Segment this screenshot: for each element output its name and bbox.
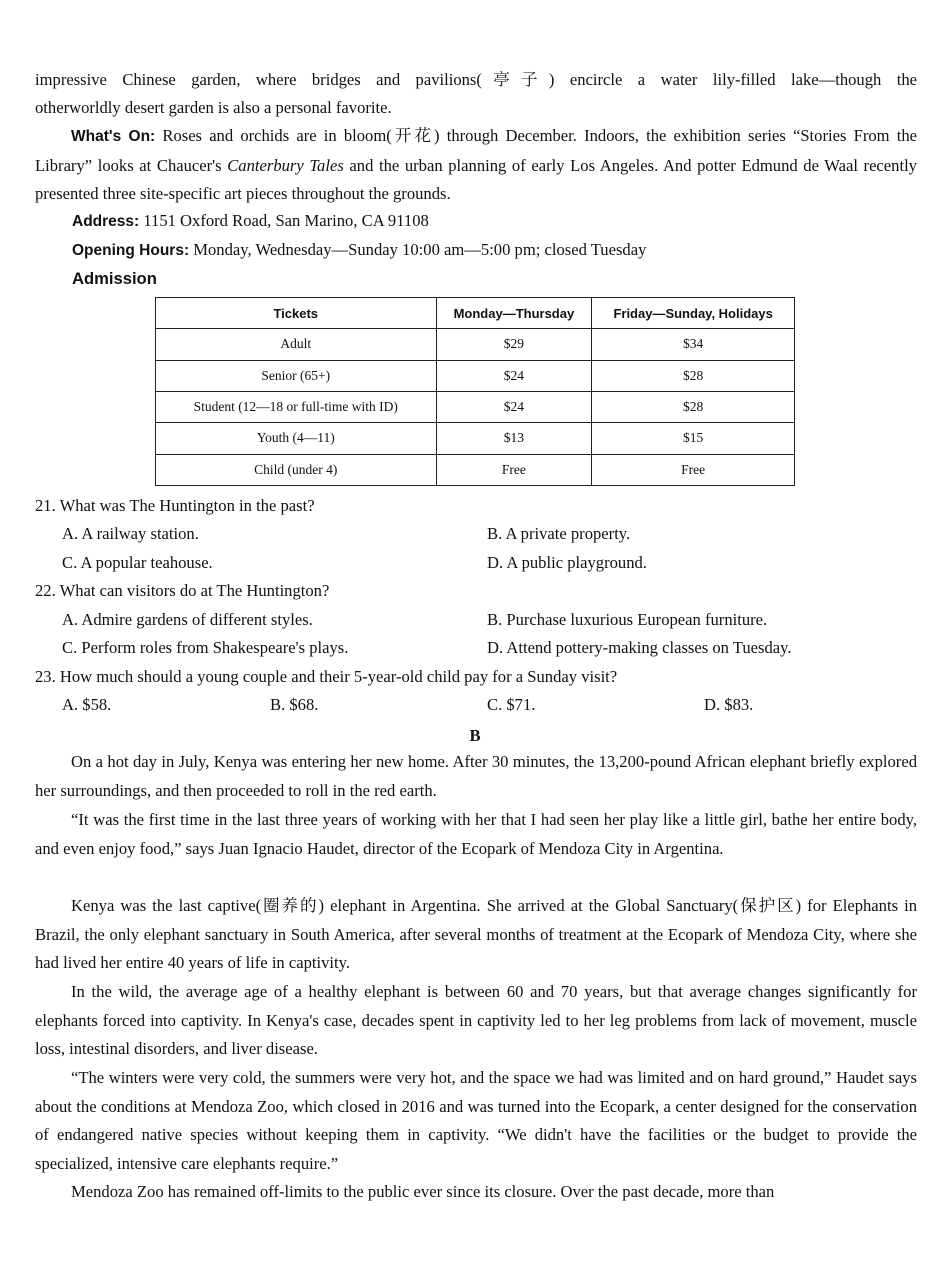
question-22-option-d: D. Attend pottery-making classes on Tuesday. [487,638,792,657]
question-21-option-a: A. A railway station. [62,524,199,543]
question-23-option-b: B. $68. [270,695,319,714]
question-23-option-a: A. $58. [62,695,112,714]
whats-on-text-a: Roses and orchids are in bloom(开花) through December. Indoors, the exhibition series “Stories From the Library” looks at Chaucer's [35,126,917,175]
opening-hours-line [72,236,646,266]
whats-on-text-b: and the urban planning of early Los Angeles. And potter Edmund de Waal recently presented three site-specific art pieces throughout the grounds. [35,155,917,203]
weekend-price: $15 [592,423,795,454]
table-row [156,391,795,422]
question-21-option-d: D. A public playground. [487,553,647,572]
question-23-option-c: C. $71. [487,695,536,714]
table-row [156,329,795,360]
weekend-price: $34 [592,329,795,360]
table-row [156,423,795,454]
table-row [156,360,795,391]
passage-b-paragraph-1: On a hot day in July, Kenya was entering her new home. After 30 minutes, the 13,200-pound African elephant briefly explored her surroundings, and then proceeded to roll in the red earth. [35,752,917,800]
opening-hours-label: Opening Hours: [72,242,190,259]
passage-b-paragraph-5: “The winters were very cold, the summers were very hot, and the space we had was limited and on hard ground,” Haudet says about the conditions at Mendoza Zoo, which closed in 2016 and was turned into the Ecopark, a center designed for the conservation of endangered native species without keeping them in captivity. “We didn't have the facilities or the budget to provide the specialized, intensive care elephants require.” [35,1068,917,1173]
question-21-option-b: B. A private property. [487,524,631,543]
ticket-type: Adult [156,329,437,360]
question-23-option-d: D. $83. [704,695,754,714]
intro-line-2: otherworldly desert garden is also a personal favorite. [35,98,392,117]
section-b-heading: B [469,726,481,745]
admission-table [155,297,795,486]
canterbury-tales-title: Canterbury Tales [227,155,344,175]
whats-on-paragraph [35,122,917,209]
opening-hours-value: Monday, Wednesday—Sunday 10:00 am—5:00 pm; closed Tuesday [189,240,647,259]
ticket-type: Child (under 4) [156,454,437,485]
weekday-price: $24 [436,360,592,391]
question-22-option-a: A. Admire gardens of different styles. [62,610,313,629]
question-23-stem: 23. How much should a young couple and their 5-year-old child pay for a Sunday visit? [35,667,618,686]
address-line [72,207,429,237]
weekend-price: Free [592,454,795,485]
ticket-type: Senior (65+) [156,360,437,391]
ticket-type: Youth (4—11) [156,423,437,454]
question-22-stem: 22. What can visitors do at The Huntington? [35,581,330,600]
whats-on-label: What's On: [71,128,156,145]
header-friday-sunday-holidays: Friday—Sunday, Holidays [592,298,795,329]
header-monday-thursday: Monday—Thursday [436,298,592,329]
passage-b-paragraph-3: Kenya was the last captive(圈养的) elephant in Argentina. She arrived at the Global Sanctuary(保护区) for Elephants in Brazil, the only elephant sanctuary in South America, after several months of treatment at the Ecopark of Mendoza City, where she had lived her entire 40 years of life in captivity. [35,896,917,972]
weekday-price: $24 [436,391,592,422]
header-tickets: Tickets [156,298,437,329]
weekend-price: $28 [592,360,795,391]
intro-line-1: impressive Chinese garden, where bridges and pavilions(亭子) encircle a water lily-filled lake—though the [35,70,917,89]
weekend-price: $28 [592,391,795,422]
question-21-stem: 21. What was The Huntington in the past? [35,496,315,515]
address-label: Address: [72,213,140,230]
ticket-type: Student (12—18 or full-time with ID) [156,391,437,422]
admission-heading: Admission [72,269,157,288]
passage-b-paragraph-2: “It was the first time in the last three years of working with her that I had seen her play like a little girl, bathe her entire body, and even enjoy food,” says Juan Ignacio Haudet, director of the Ecopark of Mendoza City in Argentina. [35,810,917,858]
weekday-price: Free [436,454,592,485]
table-header-row [156,298,795,329]
table-row [156,454,795,485]
passage-b-paragraph-4: In the wild, the average age of a healthy elephant is between 60 and 70 years, but that average changes significantly for elephants forced into captivity. In Kenya's case, decades spent in captivity led to her leg problems from lack of movement, muscle loss, intestinal disorders, and liver disease. [35,982,917,1058]
question-21-option-c: C. A popular teahouse. [62,553,213,572]
weekday-price: $29 [436,329,592,360]
question-22-option-c: C. Perform roles from Shakespeare's plays. [62,638,349,657]
address-value: 1151 Oxford Road, San Marino, CA 91108 [139,211,429,230]
weekday-price: $13 [436,423,592,454]
passage-b-paragraph-6: Mendoza Zoo has remained off-limits to the public ever since its closure. Over the past decade, more than [71,1182,775,1201]
question-22-option-b: B. Purchase luxurious European furniture. [487,610,768,629]
